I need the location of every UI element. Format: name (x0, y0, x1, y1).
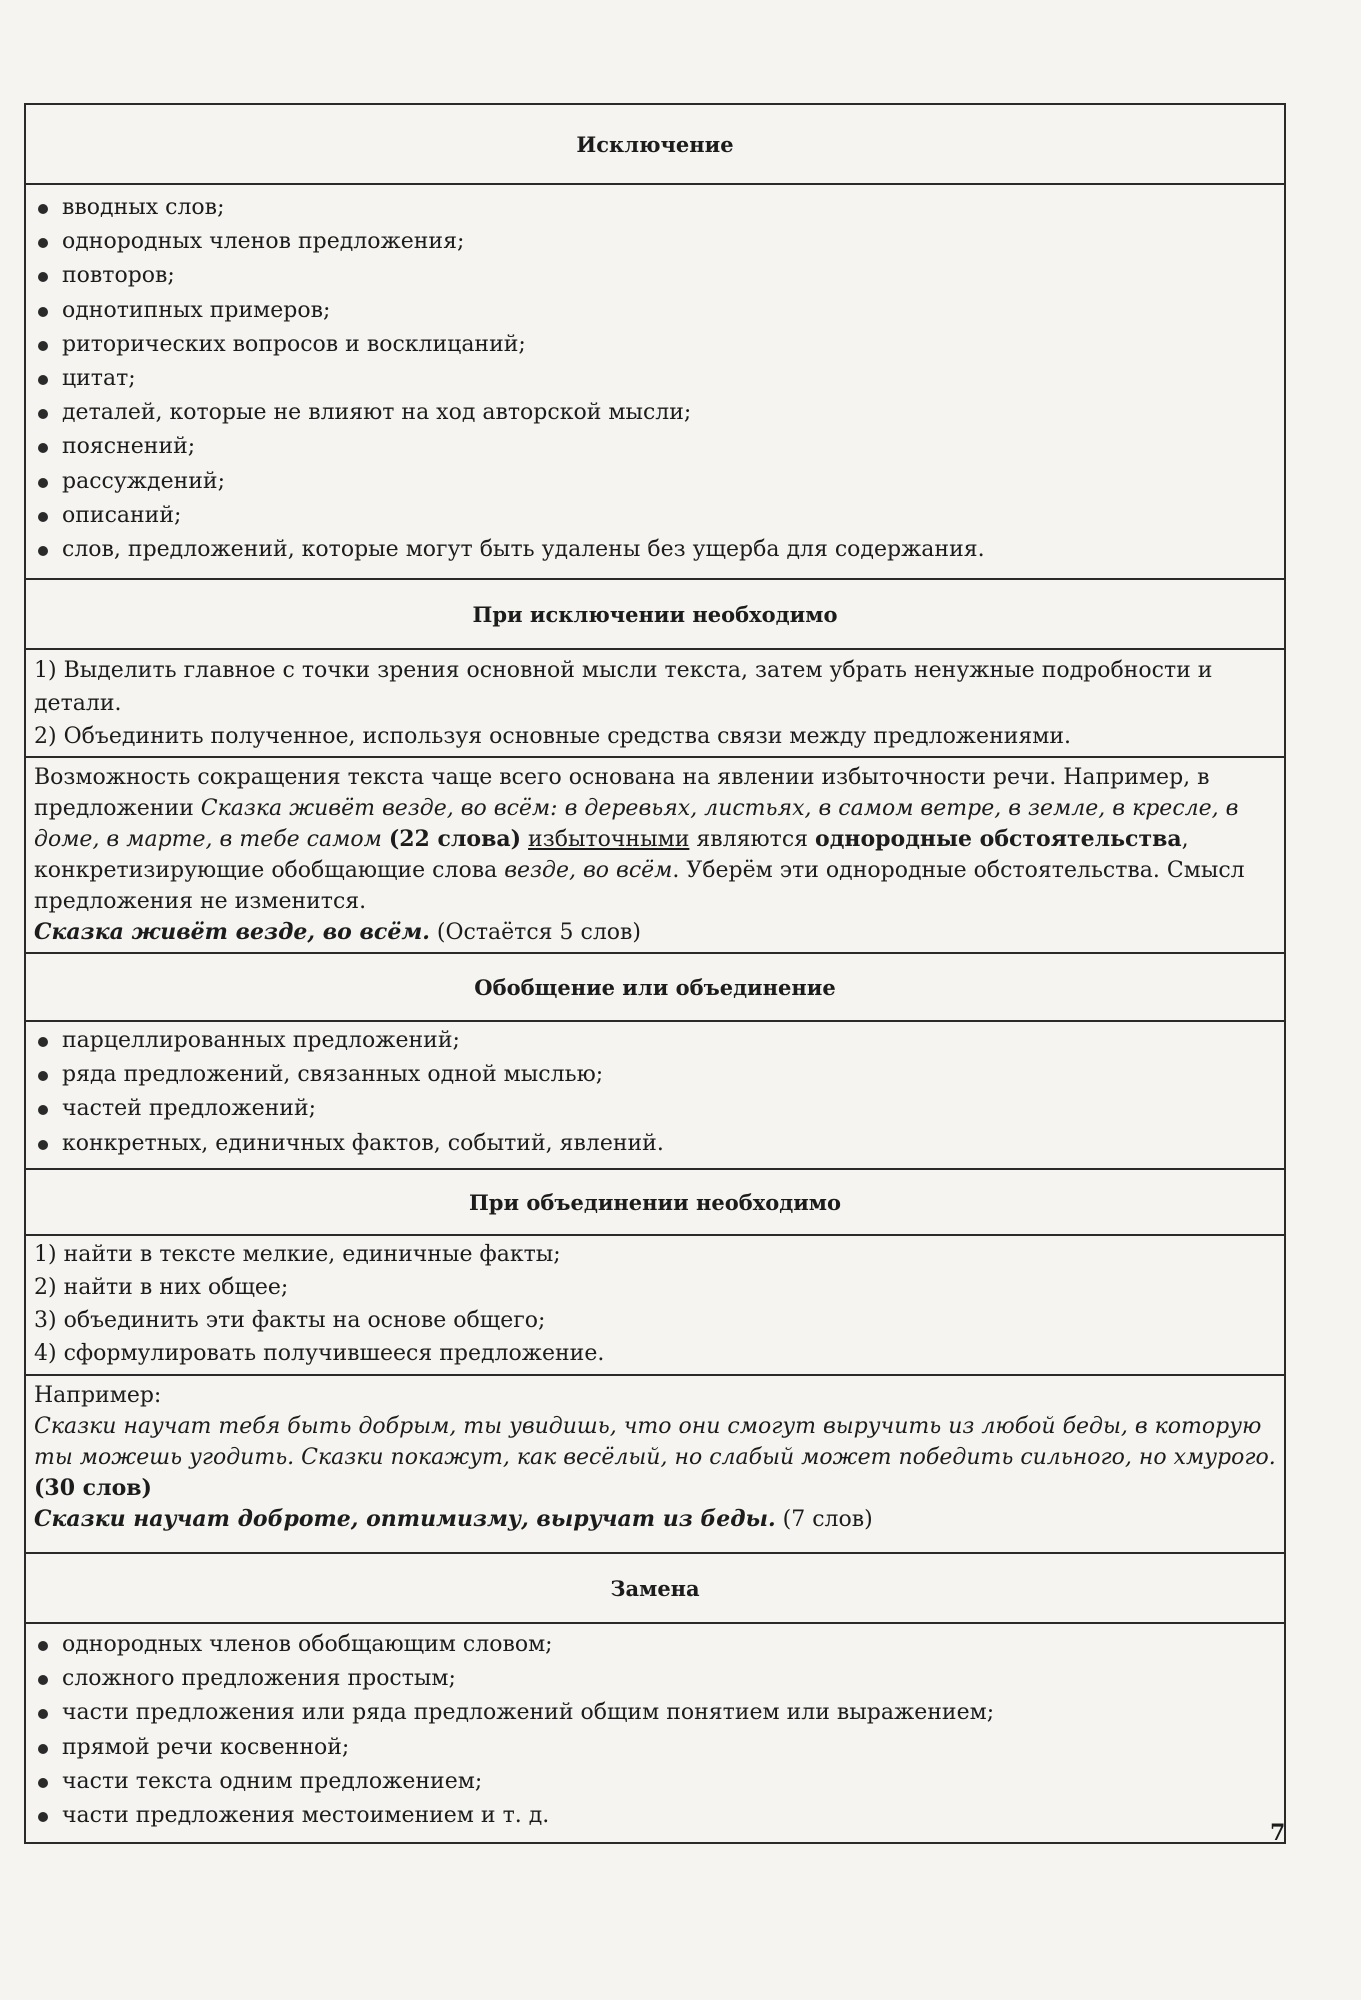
merge-steps (26, 1238, 1284, 1370)
list-item: прямой речи косвенной; (38, 1731, 1284, 1765)
exclusion-list (26, 191, 1284, 567)
list-item: деталей, которые не влияют на ход авторской мысли; (38, 396, 1284, 430)
merge-need-title: При объединении необходимо (468, 1189, 842, 1215)
exclusion-list-row (26, 185, 1284, 580)
list-item: части текста одним предложением; (38, 1765, 1284, 1799)
list-item: однородных членов предложения; (38, 225, 1284, 259)
list-item: пояснений; (38, 430, 1284, 464)
exclusion-steps (26, 654, 1284, 753)
merge-step: 2) найти в них общее; (34, 1275, 289, 1300)
list-item: риторических вопросов и восклицаний; (38, 328, 1284, 362)
list-item: части предложения местоимением и т. д. (38, 1799, 1284, 1833)
list-item: однотипных примеров; (38, 294, 1284, 328)
exclusion-need-title: При исключении необходимо (472, 601, 838, 627)
exclusion-title: Исключение (576, 131, 734, 157)
page-number: 7 (1270, 1820, 1286, 1846)
exclusion-header (26, 105, 1284, 185)
exclusion-step: 2) Объединить полученное, используя основные средства связи между предложениями. (34, 724, 1072, 749)
merge-example-result: Сказки научат доброте, оптимизму, выручат из беды. (7 слов) (34, 1506, 873, 1532)
merge-step: 4) сформулировать получившееся предложение. (34, 1341, 605, 1366)
generalization-list-row (26, 1022, 1284, 1170)
generalization-list (26, 1024, 1284, 1161)
list-item: рассуждений; (38, 465, 1284, 499)
list-item: однородных членов обобщающим словом; (38, 1628, 1284, 1662)
exclusion-example-result: Сказка живёт везде, во всём. (Остаётся 5 слов) (34, 919, 642, 945)
merge-step: 3) объединить эти факты на основе общего; (34, 1308, 546, 1333)
replacement-list (26, 1628, 1284, 1833)
list-item: конкретных, единичных фактов, событий, явлений. (38, 1127, 1284, 1161)
merge-step: 1) найти в тексте мелкие, единичные факты; (34, 1242, 561, 1267)
merge-example-intro: Например: (34, 1383, 162, 1408)
list-item: слов, предложений, которые могут быть удалены без ущерба для содержания. (38, 533, 1284, 567)
exclusion-need-header (26, 580, 1284, 650)
list-item: парцеллированных предложений; (38, 1024, 1284, 1058)
exclusion-step: 1) Выделить главное с точки зрения основной мысли текста, затем убрать ненужные подробности и детали. (34, 658, 1213, 716)
replacement-title: Замена (610, 1575, 700, 1601)
merge-steps-row (26, 1236, 1284, 1376)
list-item: вводных слов; (38, 191, 1284, 225)
exclusion-example (26, 758, 1284, 954)
exclusion-example-text: Возможность сокращения текста чаще всего основана на явлении избыточности речи. Например, в предложении Сказка живёт везде, во всём: в деревьях, листьях, в самом ветре, в земле, в кресле, в доме, в марте, в тебе самом (22 слова) избыточными являются однородные обстоятельства, конкретизирующие обобщающие слова везде, во всём. Уберём эти однородные обстоятельства. Смысл предложения не изменится. (34, 765, 1245, 914)
list-item: ряда предложений, связанных одной мыслью; (38, 1058, 1284, 1092)
list-item: сложного предложения простым; (38, 1662, 1284, 1696)
list-item: части предложения или ряда предложений общим понятием или выражением; (38, 1696, 1284, 1730)
merge-example (26, 1376, 1284, 1554)
rules-table (24, 103, 1286, 1844)
merge-need-header (26, 1170, 1284, 1236)
list-item: повторов; (38, 259, 1284, 293)
exclusion-steps-row (26, 650, 1284, 758)
replacement-list-row (26, 1624, 1284, 1842)
list-item: цитат; (38, 362, 1284, 396)
generalization-title: Обобщение или объединение (474, 974, 836, 1000)
replacement-header (26, 1554, 1284, 1624)
list-item: описаний; (38, 499, 1284, 533)
generalization-header (26, 954, 1284, 1022)
list-item: частей предложений; (38, 1092, 1284, 1126)
merge-example-text: Сказки научат тебя быть добрым, ты увидишь, что они смогут выручить из любой беды, в которую ты можешь угодить. Сказки покажут, как весёлый, но слабый может победить сильного, но хмурого. (30 слов) (34, 1414, 1276, 1501)
